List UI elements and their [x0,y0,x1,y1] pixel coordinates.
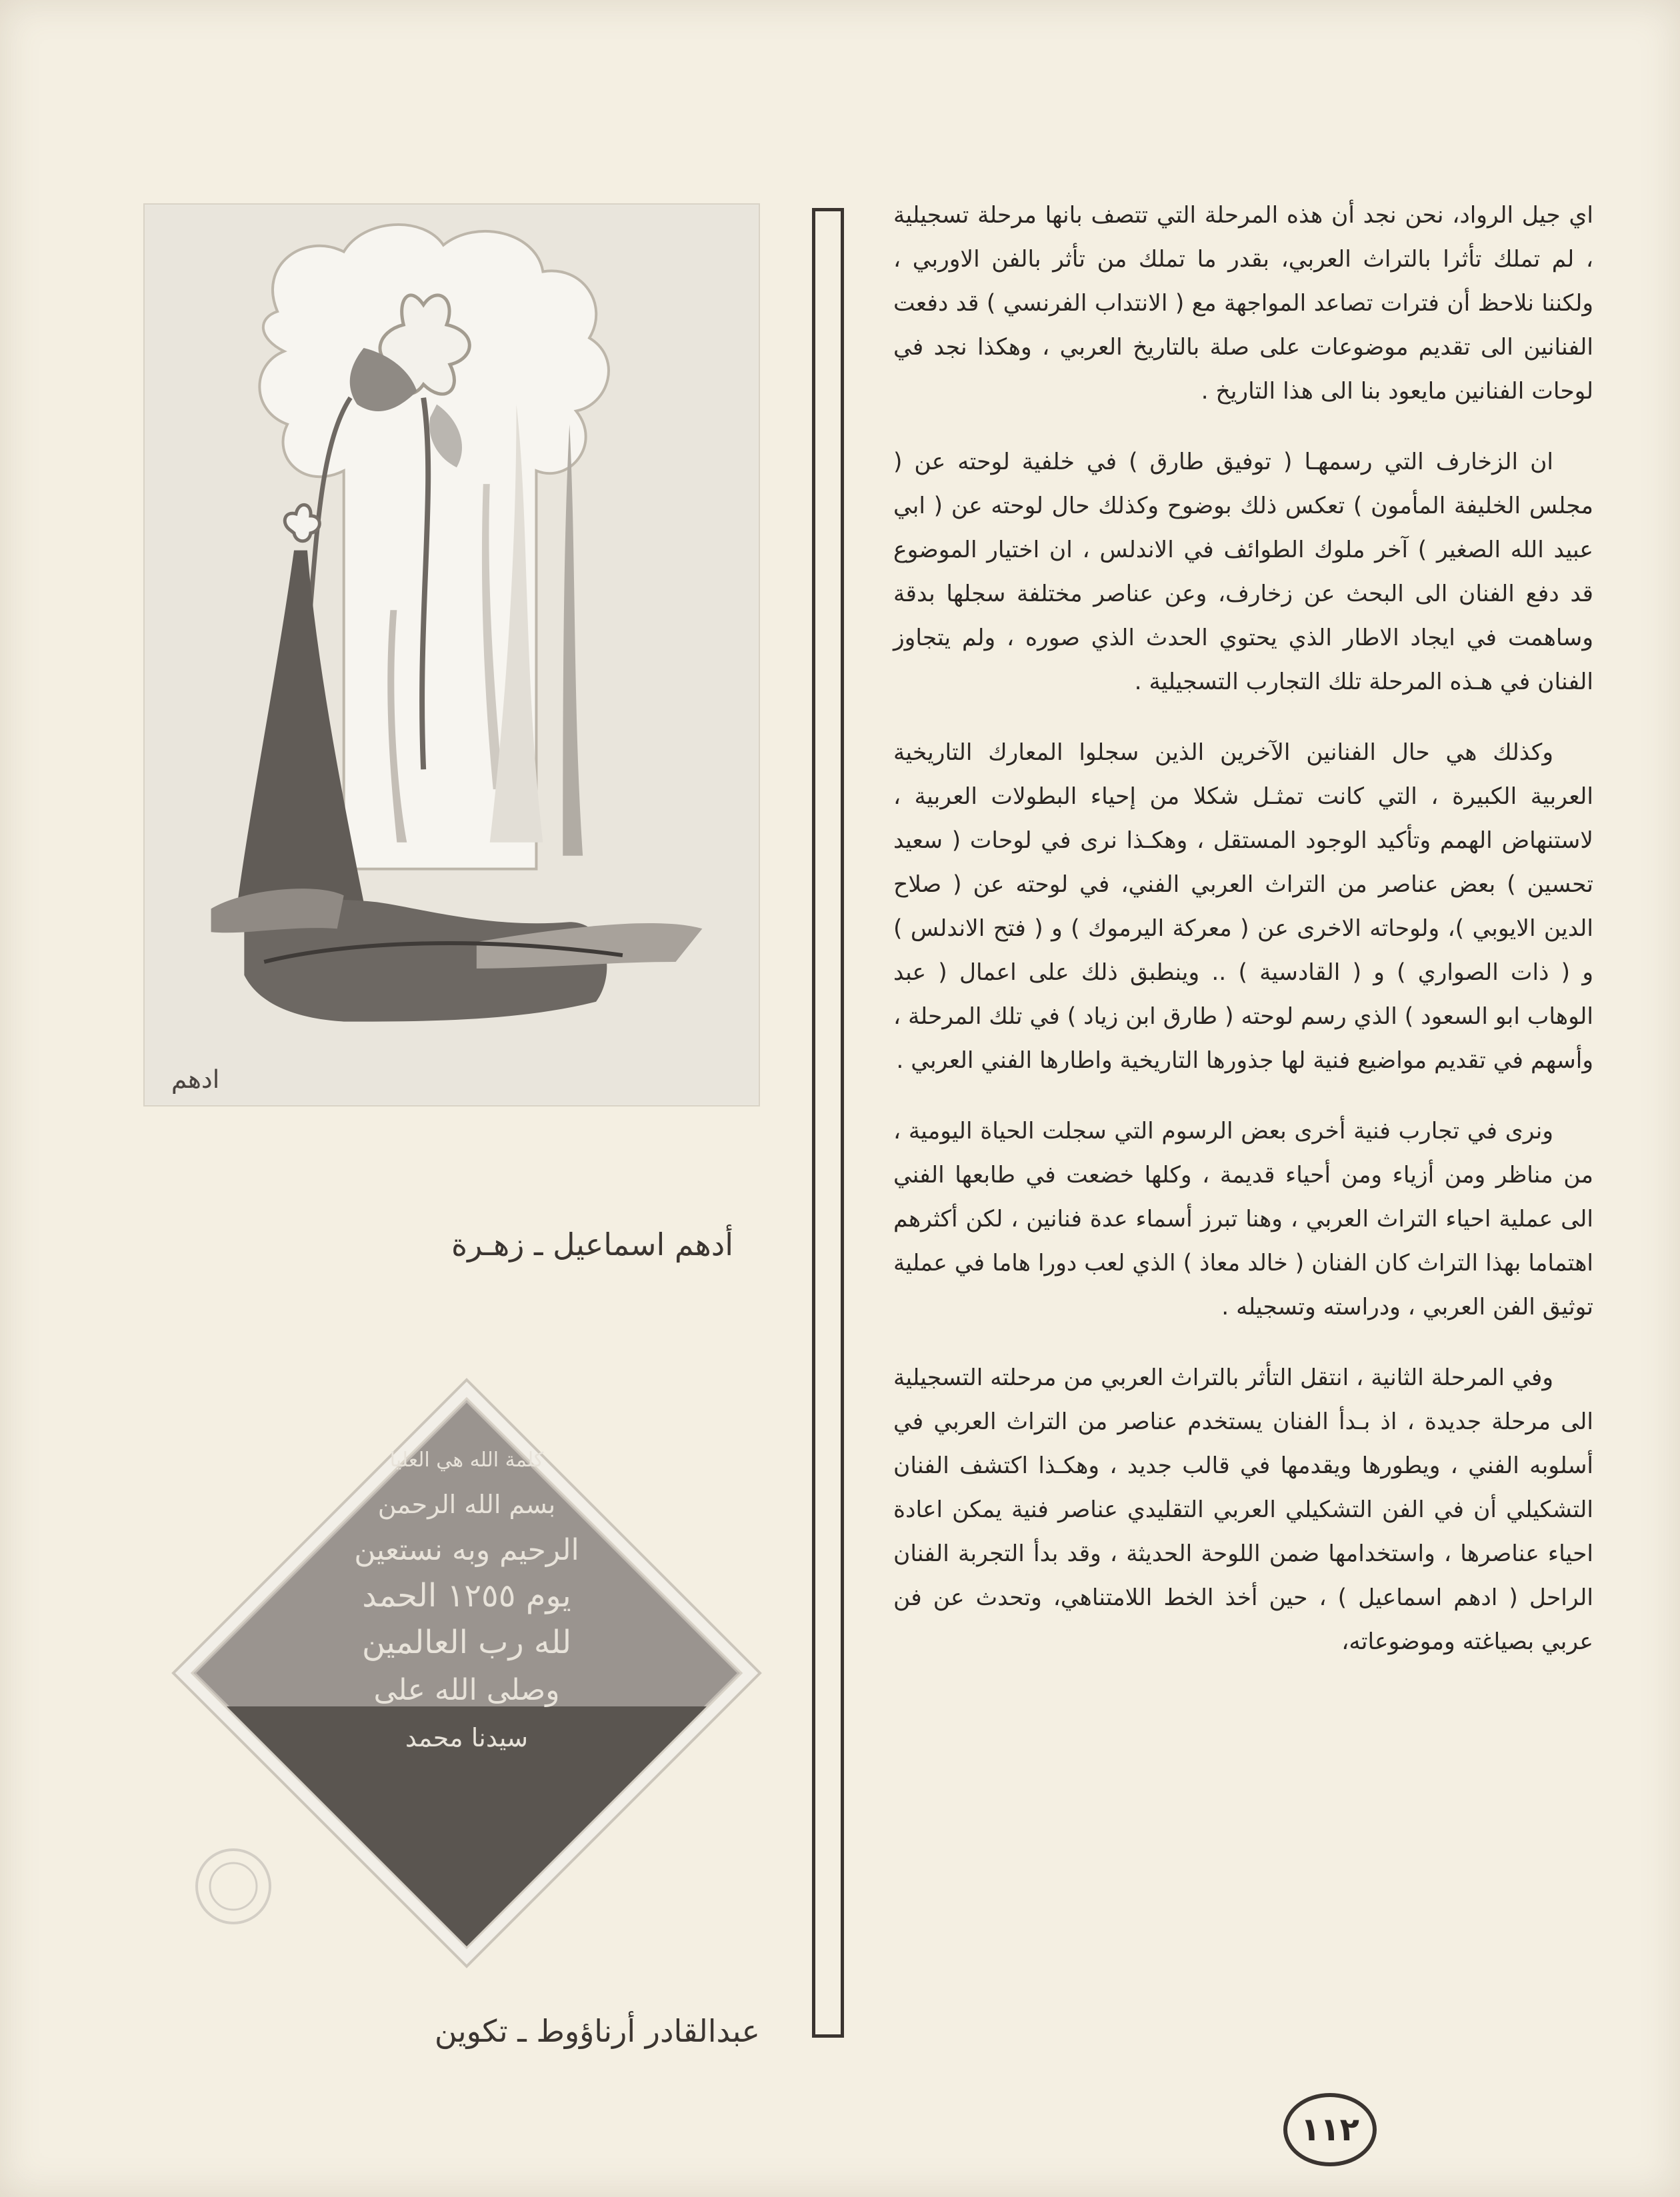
calligraphy-illustration [167,1373,767,1973]
article-paragraph: اي جيل الرواد، نحن نجد أن هذه المرحلة التي تتصف بانها مرحلة تسجيلية ، لم تملك تأثرا بالتراث العربي، بقدر ما تملك من تأثر بالفن الاوربي ، ولكننا نلاحظ أن فترات تصاعد المواجهة مع ( الانتداب الفرنسي ) قد دفعت الفنانين الى تقديم موضوعات على صلة بالتاريخ العربي ، وهكذا نجد في لوحات الفنانين مايعود بنا الى هذا التاريخ . [893,202,1593,405]
stamp-mark [197,1850,270,1923]
calligraphy-line: يوم ١٢٥٥ الحمد [362,1577,571,1614]
figure-caption: عبدالقادر أرناؤوط ـ تكوين [434,2013,760,2049]
page-number: ١١٢ [1283,2093,1377,2166]
calligraphy-line: كلمة الله هي العليا [389,1448,544,1472]
calligraphy-line: الرحيم وبه نستعين [354,1533,579,1567]
calligraphy-line: سيدنا محمد [405,1723,529,1752]
artist-signature: ادهم [171,1065,220,1095]
calligraphy-line: بسم الله الرحمن [377,1490,556,1519]
article-paragraph: وفي المرحلة الثانية ، انتقل التأثر بالتراث العربي من مرحلته التسجيلية الى مرحلة جديدة ، اذ بـدأ الفنان يستخدم عناصر من التراث العربي في أسلوبه الفني ، ويطورها ويقدمها في قالب جديد ، وهكـذا اكتشف الفنان التشكيلي أن في الفن التشكيلي العربي التقليدي عناصر فنية يمكن اعادة احياء عناصرها ، واستخدامها ضمن اللوحة الحديثة ، وقد بدأ التجربة الفنان الراحل ( ادهم اسماعيل ) ، حين أخذ الخط اللامتناهي، وتحدث عن فن عربي بصياغته وموضوعاته، [893,1364,1593,1655]
column-divider [812,208,844,2038]
article-paragraph: ان الزخارف التي رسمهـا ( توفيق طارق ) في خلفية لوحته عن ( مجلس الخليفة المأمون ) تعكس ذلك بوضوح وكذلك حال لوحته عن ( ابي عبيد الله الصغير ) آخر ملوك الطوائف في الاندلس ، ان اختيار الموضوع قد دفع الفنان الى البحث عن زخارف، وعن عناصر مختلفة سجلها بدقة وساهمت في ايجاد الاطار الذي يحتوي الحدث الذي صوره ، ولم يتجاوز الفنان في هـذه المرحلة تلك التجارب التسجيلية . [893,449,1593,695]
article-text-column [893,193,1593,2006]
article-paragraph: وكذلك هي حال الفنانين الآخرين الذين سجلوا المعارك التاريخية العربية الكبيرة ، التي كانت تمثـل شكلا من إحياء البطولات العربية ، لاستنهاض الهمم وتأكيد الوجود المستقل ، وهكـذا نرى في لوحات ( سعيد تحسين ) بعض عناصر من التراث العربي الفني، في لوحته عن ( صلاح الدين الايوبي )، ولوحاته الاخرى عن ( معركة اليرموك ) و ( فتح الاندلس ) و ( ذات الصواري ) و ( القادسية ) .. وينطبق ذلك على اعمال ( عبد الوهاب ابو السعود ) الذي رسم لوحته ( طارق ابن زياد ) في تلك المرحلة ، وأسهم في تقديم مواضيع فنية لها جذورها التاريخية واطارها الفني العربي . [893,739,1593,1074]
flower-painting-illustration [145,205,759,1105]
calligraphy-line: وصلى الله على [373,1673,560,1707]
calligraphy-line: لله رب العالمين [361,1624,572,1661]
figure-caption: أدهم اسماعيل ـ زهـرة [451,1226,733,1262]
artwork-flower-painting [143,203,760,1106]
article-paragraph: ونرى في تجارب فنية أخرى بعض الرسوم التي سجلت الحياة اليومية ، من مناظر ومن أزياء ومن أحياء قديمة ، وكلها خضعت في طابعها الفني الى عملية احياء التراث العربي ، وهنا تبرز أسماء عدة فنانين ، لكن أكثرهم اهتماما بهذا التراث كان الفنان ( خالد معاذ ) الذي لعب دورا هاما في عملية توثيق الفن العربي ، ودراسته وتسجيله . [893,1118,1593,1320]
artwork-calligraphy-composition [167,1373,767,1973]
